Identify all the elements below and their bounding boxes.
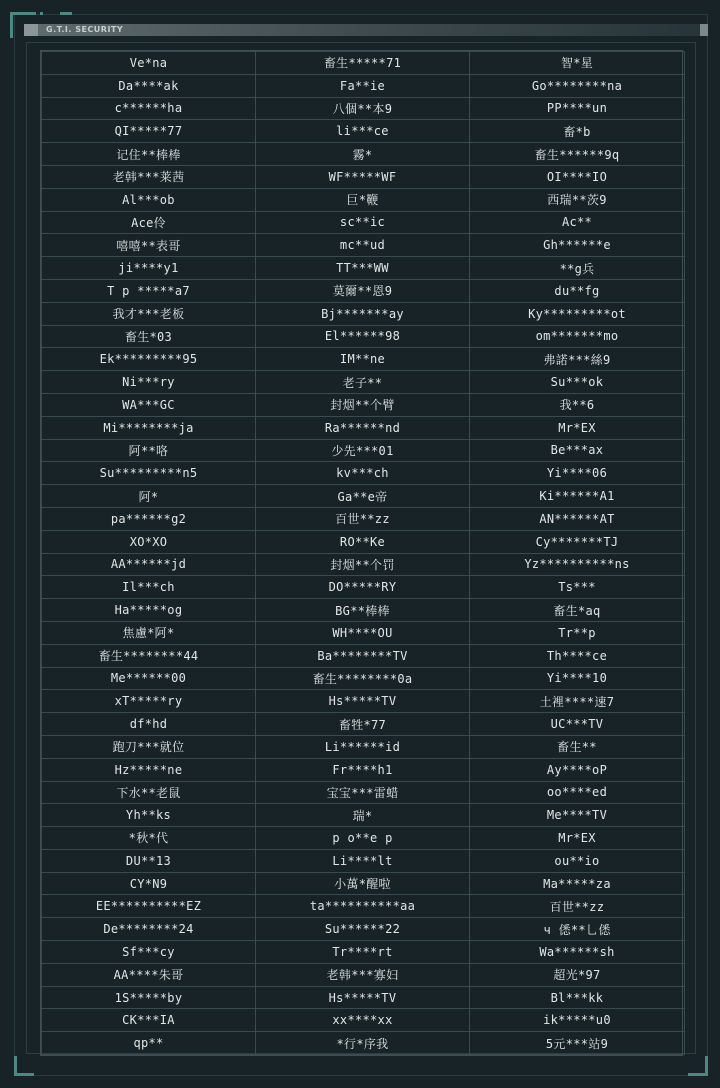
table-row <box>42 462 685 485</box>
table-cell: 畜生********0a <box>256 667 470 690</box>
table-cell: Go********na <box>470 74 685 97</box>
table-cell: 封烟**个臂 <box>256 393 470 416</box>
table-cell: 我**6 <box>470 393 685 416</box>
table-cell: 下水**老鼠 <box>42 781 256 804</box>
table-cell: 八個**本9 <box>256 97 470 120</box>
table-row <box>42 781 685 804</box>
table-row <box>42 667 685 690</box>
table-cell: 巨*鞭 <box>256 188 470 211</box>
table-cell: Yi****06 <box>470 462 685 485</box>
table-row <box>42 485 685 508</box>
table-row <box>42 1009 685 1032</box>
table-cell: 弗諾***絲9 <box>470 348 685 371</box>
table-cell: Mi********ja <box>42 416 256 439</box>
table-row <box>42 644 685 667</box>
table-cell: Su******22 <box>256 918 470 941</box>
table-row <box>42 74 685 97</box>
table-cell: EE**********EZ <box>42 895 256 918</box>
table-row <box>42 348 685 371</box>
header-bar <box>24 24 700 36</box>
table-cell: Me****TV <box>470 804 685 827</box>
table-cell: 1S*****by <box>42 986 256 1009</box>
table-cell: du**fg <box>470 279 685 302</box>
table-cell: **g兵 <box>470 257 685 280</box>
corner-accent <box>10 12 36 15</box>
table-cell: 畜生*03 <box>42 325 256 348</box>
table-cell: 老子** <box>256 371 470 394</box>
table-cell: Bl***kk <box>470 986 685 1009</box>
table-cell: Fa**ie <box>256 74 470 97</box>
corner-accent <box>14 1073 34 1076</box>
table-cell: om*******mo <box>470 325 685 348</box>
table-cell: AA******jd <box>42 553 256 576</box>
header-end-icon <box>700 24 708 36</box>
table-cell: BG**棒棒 <box>256 599 470 622</box>
table-cell: Ba********TV <box>256 644 470 667</box>
table-row <box>42 234 685 257</box>
table-row <box>42 1032 685 1055</box>
table-row <box>42 735 685 758</box>
table-cell: Th****ce <box>470 644 685 667</box>
table-cell: ч 僁**乚僁 <box>470 918 685 941</box>
header-block-icon <box>24 24 38 36</box>
table-cell: df*hd <box>42 713 256 736</box>
table-row <box>42 52 685 75</box>
table-row <box>42 963 685 986</box>
table-cell: Il***ch <box>42 576 256 599</box>
table-row <box>42 97 685 120</box>
table-cell: ik*****u0 <box>470 1009 685 1032</box>
table-cell: El******98 <box>256 325 470 348</box>
table-cell: qp** <box>42 1032 256 1055</box>
table-cell: Ace伶 <box>42 211 256 234</box>
table-cell: 嘻嘻**表哥 <box>42 234 256 257</box>
table-cell: Yi****10 <box>470 667 685 690</box>
table-cell: 霧* <box>256 143 470 166</box>
table-cell: 畜牲*77 <box>256 713 470 736</box>
table-cell: 土裡****速7 <box>470 690 685 713</box>
table-row <box>42 895 685 918</box>
table-cell: Ni***ry <box>42 371 256 394</box>
table-row <box>42 576 685 599</box>
table-row <box>42 690 685 713</box>
table-cell: 老韩***莱茜 <box>42 165 256 188</box>
corner-accent <box>14 1056 17 1076</box>
table-cell: 5元***站9 <box>470 1032 685 1055</box>
table-cell: Gh******e <box>470 234 685 257</box>
table-cell: Su***ok <box>470 371 685 394</box>
table-cell: Hs*****TV <box>256 986 470 1009</box>
table-cell: WH****OU <box>256 621 470 644</box>
table-cell: *行*序我 <box>256 1032 470 1055</box>
table-cell: 老韩***寡妇 <box>256 963 470 986</box>
table-row <box>42 986 685 1009</box>
table-cell: Hz*****ne <box>42 758 256 781</box>
table-cell: 智*星 <box>470 52 685 75</box>
table-cell: De********24 <box>42 918 256 941</box>
corner-accent <box>705 1056 708 1076</box>
header-title: G.T.I. SECURITY <box>46 25 124 34</box>
table-cell: Ki******A1 <box>470 485 685 508</box>
table-cell: 跑刀***就位 <box>42 735 256 758</box>
table-cell: OI****IO <box>470 165 685 188</box>
table-cell: 宝宝***雷蜡 <box>256 781 470 804</box>
table-cell: Ky*********ot <box>470 302 685 325</box>
table-cell: 少先***01 <box>256 439 470 462</box>
table-cell: 记住**棒棒 <box>42 143 256 166</box>
table-cell: DO*****RY <box>256 576 470 599</box>
table-row <box>42 758 685 781</box>
table-cell: Ga**e帝 <box>256 485 470 508</box>
table-cell: TT***WW <box>256 257 470 280</box>
table-cell: UC***TV <box>470 713 685 736</box>
table-cell: Mr*EX <box>470 827 685 850</box>
table-cell: CK***IA <box>42 1009 256 1032</box>
table-cell: 畜生*aq <box>470 599 685 622</box>
table-cell: pa******g2 <box>42 507 256 530</box>
table-cell: ou**io <box>470 849 685 872</box>
table-row <box>42 849 685 872</box>
table-cell: xT*****ry <box>42 690 256 713</box>
corner-accent <box>60 12 72 15</box>
table-cell: Mr*EX <box>470 416 685 439</box>
table-cell: PP****un <box>470 97 685 120</box>
table-cell: Ay****oP <box>470 758 685 781</box>
table-cell: Wa******sh <box>470 941 685 964</box>
table-cell: kv***ch <box>256 462 470 485</box>
table-cell: oo****ed <box>470 781 685 804</box>
table-row <box>42 553 685 576</box>
corner-accent <box>10 12 13 38</box>
table-cell: Tr****rt <box>256 941 470 964</box>
table-cell: 莫爾**恩9 <box>256 279 470 302</box>
table-row <box>42 416 685 439</box>
table-row <box>42 507 685 530</box>
table-cell: Da****ak <box>42 74 256 97</box>
table-cell: DU**13 <box>42 849 256 872</box>
table-cell: sc**ic <box>256 211 470 234</box>
table-row <box>42 941 685 964</box>
table-row <box>42 918 685 941</box>
table-cell: AA****朱哥 <box>42 963 256 986</box>
table-cell: Ma*****za <box>470 872 685 895</box>
table-cell: *秋*代 <box>42 827 256 850</box>
table-cell: Sf***cy <box>42 941 256 964</box>
table-row <box>42 530 685 553</box>
table-cell: 焦慮*阿* <box>42 621 256 644</box>
table-cell: 封烟**个罚 <box>256 553 470 576</box>
table-cell: Cy*******TJ <box>470 530 685 553</box>
table-row <box>42 325 685 348</box>
table-cell: 畜生*****71 <box>256 52 470 75</box>
table-cell: 阿* <box>42 485 256 508</box>
table-cell: mc**ud <box>256 234 470 257</box>
table-body <box>42 52 685 1055</box>
table-row <box>42 188 685 211</box>
table-row <box>42 599 685 622</box>
table-cell: AN******AT <box>470 507 685 530</box>
table-row <box>42 120 685 143</box>
table-cell: 小萬*醒啦 <box>256 872 470 895</box>
table-row <box>42 257 685 280</box>
table-cell: 超光*97 <box>470 963 685 986</box>
table-cell: 畜生******9q <box>470 143 685 166</box>
table-cell: Yh**ks <box>42 804 256 827</box>
table-row <box>42 211 685 234</box>
table-cell: Me******00 <box>42 667 256 690</box>
table-cell: Yz**********ns <box>470 553 685 576</box>
table-cell: Ts*** <box>470 576 685 599</box>
table-cell: xx****xx <box>256 1009 470 1032</box>
table-cell: IM**ne <box>256 348 470 371</box>
table-cell: Bj*******ay <box>256 302 470 325</box>
table-cell: li***ce <box>256 120 470 143</box>
table-cell: Ha*****og <box>42 599 256 622</box>
table-cell: p o**e p <box>256 827 470 850</box>
table-cell: Li******id <box>256 735 470 758</box>
table-cell: WF*****WF <box>256 165 470 188</box>
table-row <box>42 393 685 416</box>
table-cell: Ra******nd <box>256 416 470 439</box>
table-cell: Ve*na <box>42 52 256 75</box>
player-table <box>40 50 683 1056</box>
table-cell: Tr**p <box>470 621 685 644</box>
table-row <box>42 872 685 895</box>
table-cell: T p *****a7 <box>42 279 256 302</box>
table-cell: XO*XO <box>42 530 256 553</box>
table-cell: QI*****77 <box>42 120 256 143</box>
table-cell: ji****y1 <box>42 257 256 280</box>
table-cell: 西瑞**茨9 <box>470 188 685 211</box>
table-cell: Be***ax <box>470 439 685 462</box>
table-cell: CY*N9 <box>42 872 256 895</box>
table-cell: 我才***老板 <box>42 302 256 325</box>
table-cell: 畜*b <box>470 120 685 143</box>
table-cell: 畜生** <box>470 735 685 758</box>
table-row <box>42 439 685 462</box>
table-cell: Hs*****TV <box>256 690 470 713</box>
table-cell: Li****lt <box>256 849 470 872</box>
table-row <box>42 143 685 166</box>
table-row <box>42 804 685 827</box>
table-row <box>42 713 685 736</box>
table-cell: Ek*********95 <box>42 348 256 371</box>
table-cell: 阿**咯 <box>42 439 256 462</box>
table-cell: RO**Ke <box>256 530 470 553</box>
table-cell: Su*********n5 <box>42 462 256 485</box>
table-row <box>42 371 685 394</box>
table-cell: Fr****h1 <box>256 758 470 781</box>
table-cell: 瑞* <box>256 804 470 827</box>
table-cell: Ac** <box>470 211 685 234</box>
table-cell: 百世**zz <box>470 895 685 918</box>
corner-accent <box>40 12 43 15</box>
table-cell: 畜生********44 <box>42 644 256 667</box>
table-row <box>42 165 685 188</box>
table-cell: 百世**zz <box>256 507 470 530</box>
table-row <box>42 621 685 644</box>
table-row <box>42 279 685 302</box>
table-row <box>42 302 685 325</box>
table-cell: c******ha <box>42 97 256 120</box>
table-cell: Al***ob <box>42 188 256 211</box>
table-row <box>42 827 685 850</box>
table-cell: WA***GC <box>42 393 256 416</box>
table-cell: ta**********aa <box>256 895 470 918</box>
